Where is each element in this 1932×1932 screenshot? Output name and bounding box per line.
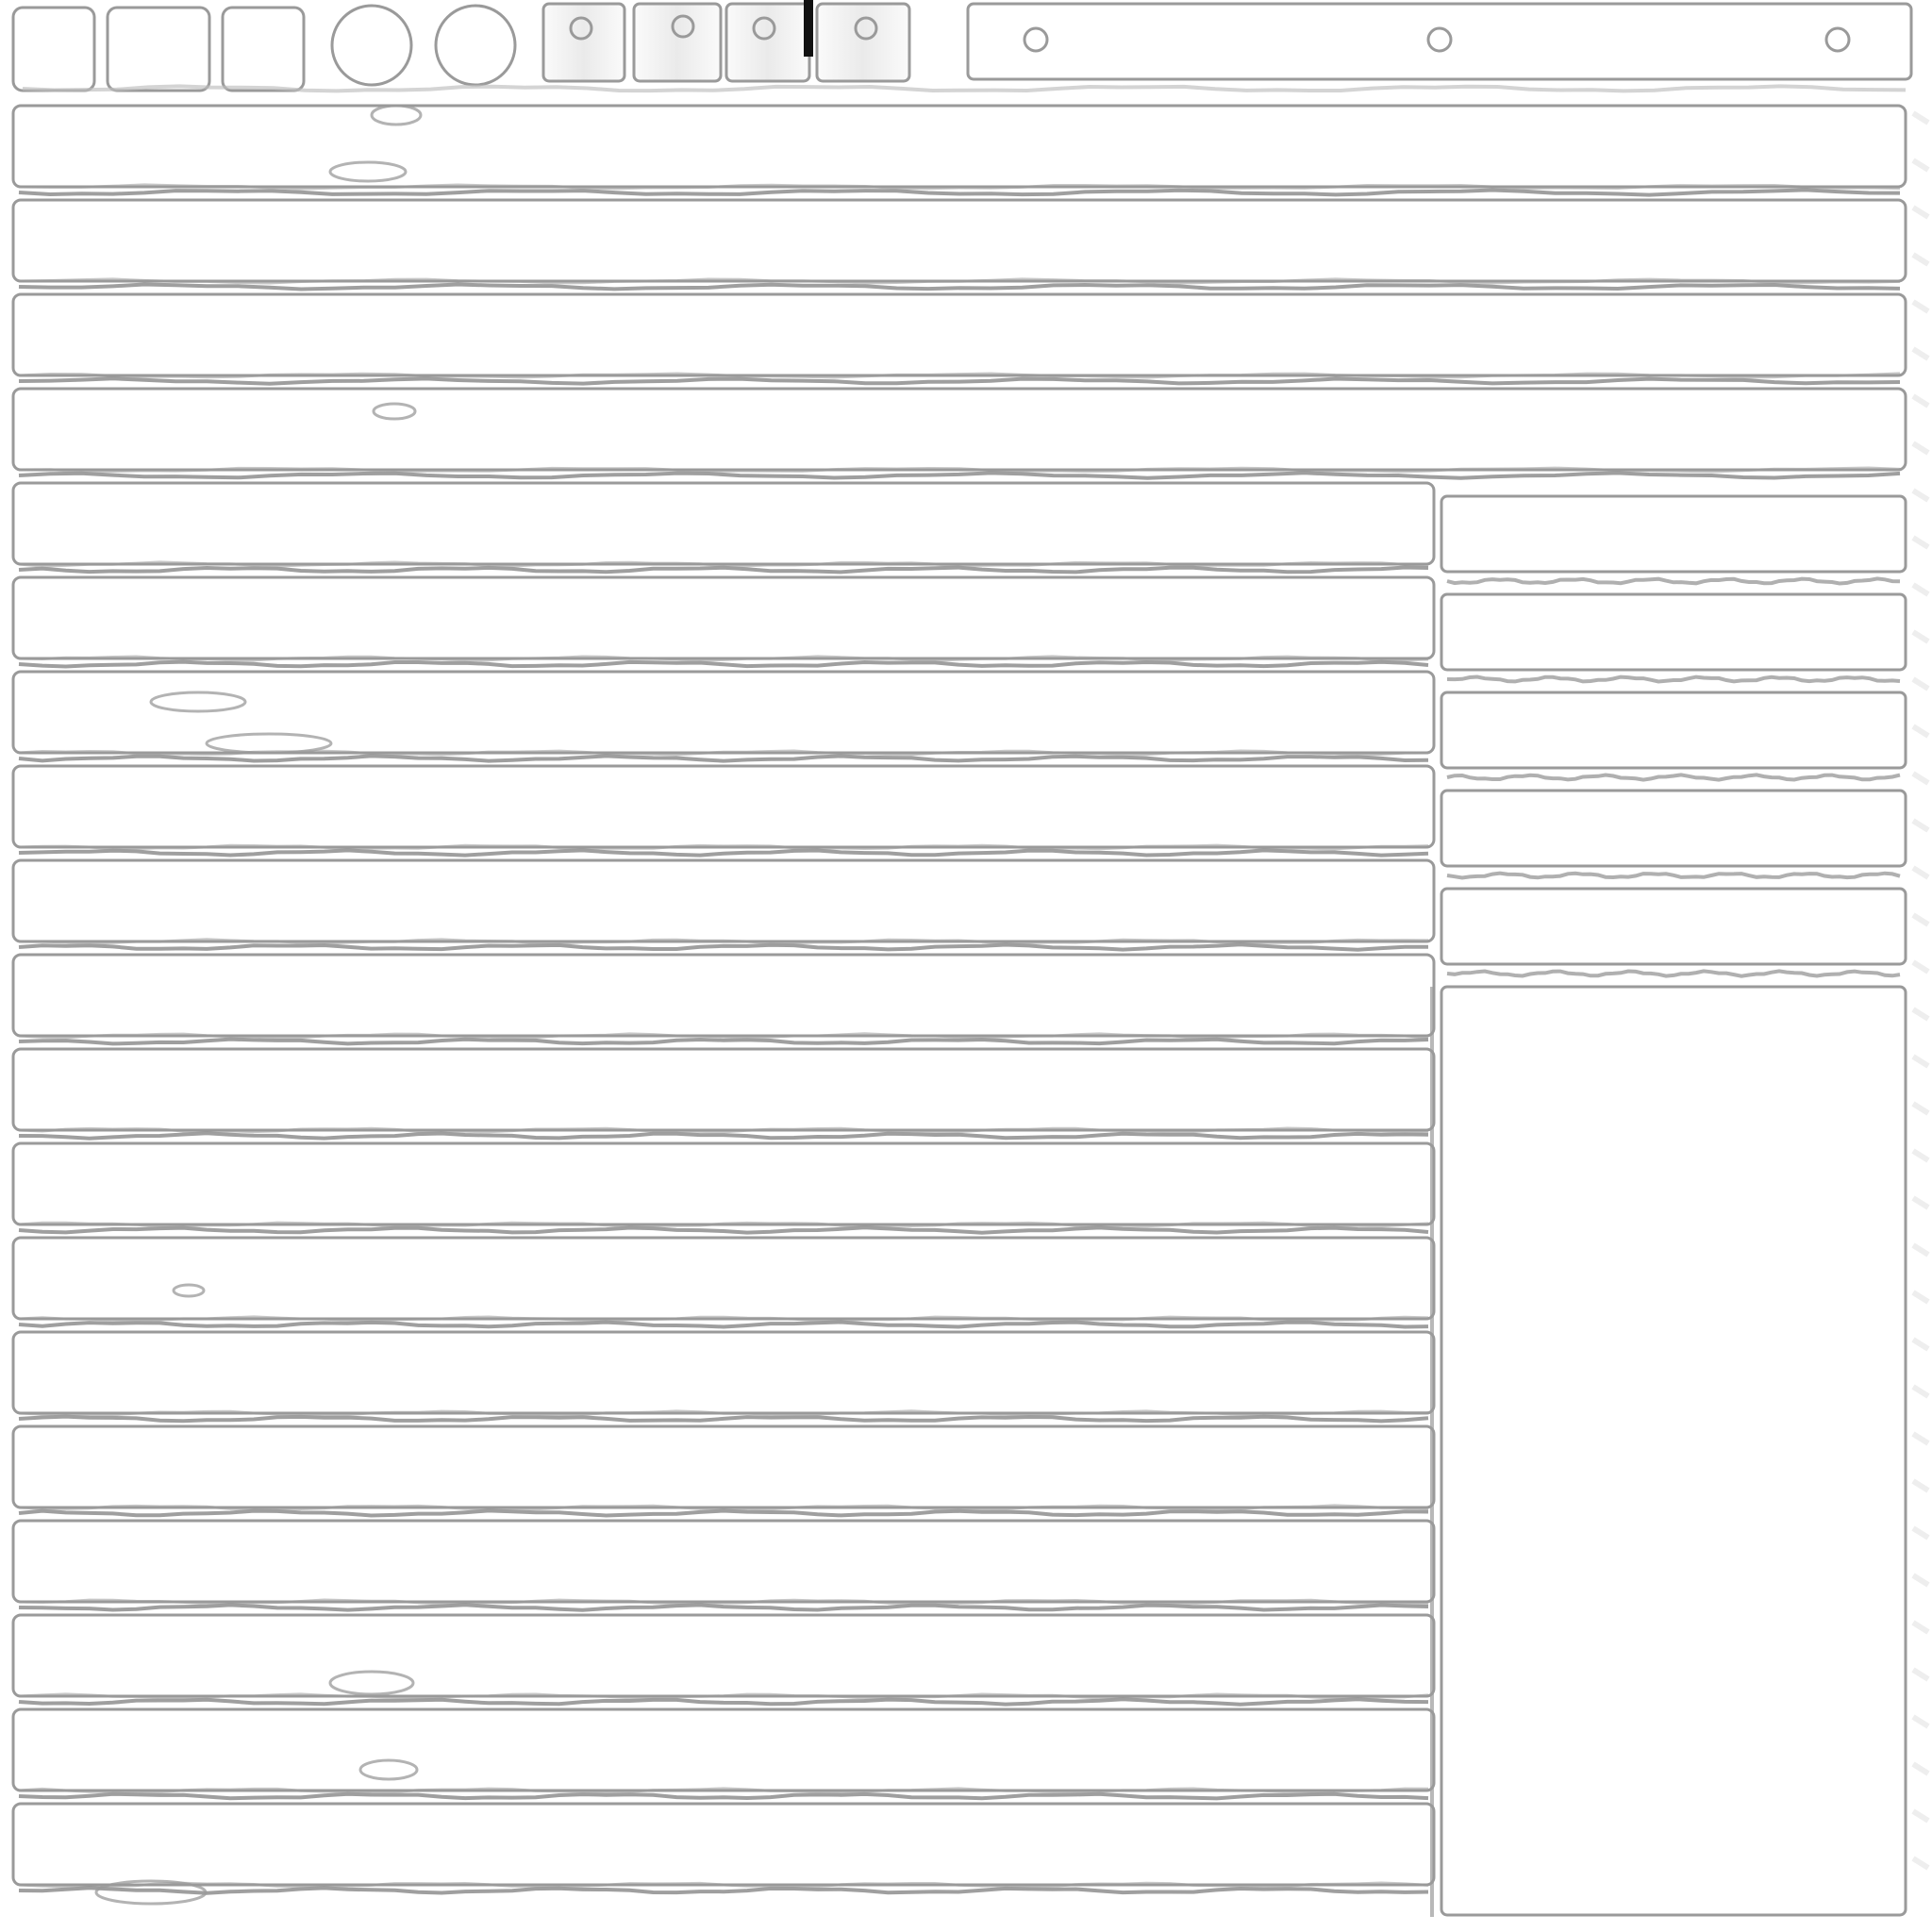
plank-seam-19 — [19, 1888, 1428, 1892]
plank-seam-8 — [19, 850, 1428, 855]
right-edge-noise-3 — [1913, 208, 1928, 217]
right-strip-1 — [1441, 496, 1906, 572]
top-wide-strip — [968, 4, 1911, 79]
right-edge-noise-29 — [1913, 1434, 1928, 1443]
top-circle-tile-1 — [332, 6, 411, 85]
right-edge-noise-34 — [1913, 1670, 1928, 1679]
top-square-tile-3 — [223, 8, 304, 91]
right-edge-noise-32 — [1913, 1575, 1928, 1585]
right-edge-noise-4 — [1913, 255, 1928, 264]
right-edge-noise-5 — [1913, 302, 1928, 311]
plank-strip-19 — [13, 1804, 1434, 1885]
right-strip-2 — [1441, 594, 1906, 670]
plank-seam-10 — [19, 1040, 1428, 1044]
right-edge-noise-24 — [1913, 1198, 1928, 1208]
right-edge-noise-25 — [1913, 1245, 1928, 1255]
edge-noise — [23, 86, 1928, 1904]
plank-strip-11 — [13, 1049, 1434, 1130]
right-seam-1 — [1447, 578, 1900, 583]
right-edge-noise-18 — [1913, 915, 1928, 924]
right-edge-noise-1 — [1913, 113, 1928, 123]
plank-seam-18 — [19, 1794, 1428, 1799]
top-hole-tile-bg-2 — [634, 4, 721, 81]
right-edge-noise-17 — [1913, 868, 1928, 877]
plank-seam-4 — [19, 473, 1900, 477]
top-tiles — [13, 0, 1911, 91]
right-strip-3 — [1441, 692, 1906, 768]
plank-strip-16 — [13, 1521, 1434, 1602]
right-edge-noise-21 — [1913, 1057, 1928, 1066]
top-circle-tile-2 — [436, 6, 515, 85]
plank-seam-7 — [19, 756, 1428, 760]
plank-strip-17 — [13, 1615, 1434, 1696]
knot-outline-1 — [372, 106, 421, 125]
plank-strip-7 — [13, 672, 1434, 753]
knot-outline-7 — [330, 1672, 413, 1694]
wide-strip-hole-2 — [1428, 28, 1451, 51]
plank-seam-17 — [19, 1699, 1428, 1704]
plank-strip-2 — [13, 200, 1906, 281]
noise-under-top-row — [23, 86, 1906, 91]
plank-seam-15 — [19, 1510, 1428, 1515]
right-seam-3 — [1447, 774, 1900, 779]
plank-strip-14 — [13, 1332, 1434, 1413]
wide-strip-hole-1 — [1024, 28, 1047, 51]
right-seam-4 — [1447, 874, 1900, 878]
wide-strip-hole-3 — [1826, 28, 1849, 51]
right-strip-5 — [1441, 889, 1906, 964]
knot-outline-6 — [174, 1285, 204, 1296]
right-edge-noise-15 — [1913, 774, 1928, 783]
plank-seam-6 — [19, 662, 1428, 667]
right-edge-noise-35 — [1913, 1717, 1928, 1726]
right-edge-noise-37 — [1913, 1811, 1928, 1821]
plank-seam-5 — [19, 568, 1428, 573]
top-square-tile-1 — [13, 8, 94, 91]
right-edge-noise-8 — [1913, 443, 1928, 453]
plank-strip-15 — [13, 1426, 1434, 1507]
plank-seam-16 — [19, 1605, 1428, 1609]
right-edge-noise-28 — [1913, 1387, 1928, 1396]
left-plank-stack — [13, 106, 1906, 1893]
right-edge-noise-7 — [1913, 396, 1928, 406]
right-edge-noise-14 — [1913, 726, 1928, 736]
plank-seam-1 — [19, 190, 1900, 194]
right-edge-noise-20 — [1913, 1009, 1928, 1019]
top-dark-mark — [804, 0, 813, 57]
right-edge-noise-11 — [1913, 585, 1928, 594]
knot-outline-3 — [374, 404, 415, 419]
right-edge-noise-27 — [1913, 1340, 1928, 1349]
right-plank-stack — [1441, 496, 1906, 976]
plank-seam-3 — [19, 378, 1900, 383]
plank-seam-13 — [19, 1323, 1428, 1327]
right-seam-5 — [1447, 971, 1900, 975]
plank-seam-11 — [19, 1133, 1428, 1138]
plank-strip-9 — [13, 860, 1434, 941]
right-edge-noise-36 — [1913, 1764, 1928, 1774]
knot-outline-5 — [207, 734, 331, 753]
plank-strip-3 — [13, 294, 1906, 375]
knot-outline-8 — [360, 1760, 417, 1779]
plank-strip-13 — [13, 1238, 1434, 1319]
right-edge-noise-30 — [1913, 1481, 1928, 1491]
right-edge-noise-33 — [1913, 1623, 1928, 1632]
right-edge-noise-38 — [1913, 1858, 1928, 1868]
knot-outline-2 — [330, 162, 406, 181]
right-edge-noise-31 — [1913, 1528, 1928, 1538]
plank-seam-12 — [19, 1227, 1428, 1232]
right-edge-noise-19 — [1913, 962, 1928, 972]
plank-seam-14 — [19, 1417, 1428, 1422]
right-edge-noise-2 — [1913, 160, 1928, 170]
right-edge-noise-26 — [1913, 1292, 1928, 1302]
right-edge-noise-6 — [1913, 349, 1928, 358]
plank-seam-2 — [19, 285, 1900, 290]
right-edge-noise-13 — [1913, 679, 1928, 689]
right-edge-noise-9 — [1913, 491, 1928, 500]
plank-strip-1 — [13, 106, 1906, 187]
plank-strip-4 — [13, 389, 1906, 470]
right-edge-noise-23 — [1913, 1151, 1928, 1160]
plank-strip-5 — [13, 483, 1434, 564]
top-hole-tile-bg-1 — [543, 4, 625, 81]
plank-strip-12 — [13, 1143, 1434, 1224]
right-edge-noise-10 — [1913, 538, 1928, 547]
plank-seam-9 — [19, 944, 1428, 949]
right-seam-2 — [1447, 677, 1900, 682]
right-strip-4 — [1441, 791, 1906, 866]
plank-strip-10 — [13, 955, 1434, 1036]
top-square-tile-2 — [108, 8, 209, 91]
knot-outline-4 — [151, 692, 245, 711]
tall-panel — [1441, 987, 1906, 1915]
plank-strip-18 — [13, 1709, 1434, 1790]
right-edge-noise-22 — [1913, 1104, 1928, 1113]
top-hole-tile-bg-3 — [726, 4, 809, 81]
right-tall-panel — [1432, 987, 1906, 1917]
plank-strip-8 — [13, 766, 1434, 847]
top-hole-tile-bg-4 — [817, 4, 909, 81]
right-edge-noise-12 — [1913, 632, 1928, 641]
plank-strip-6 — [13, 577, 1434, 658]
right-edge-noise-16 — [1913, 821, 1928, 830]
